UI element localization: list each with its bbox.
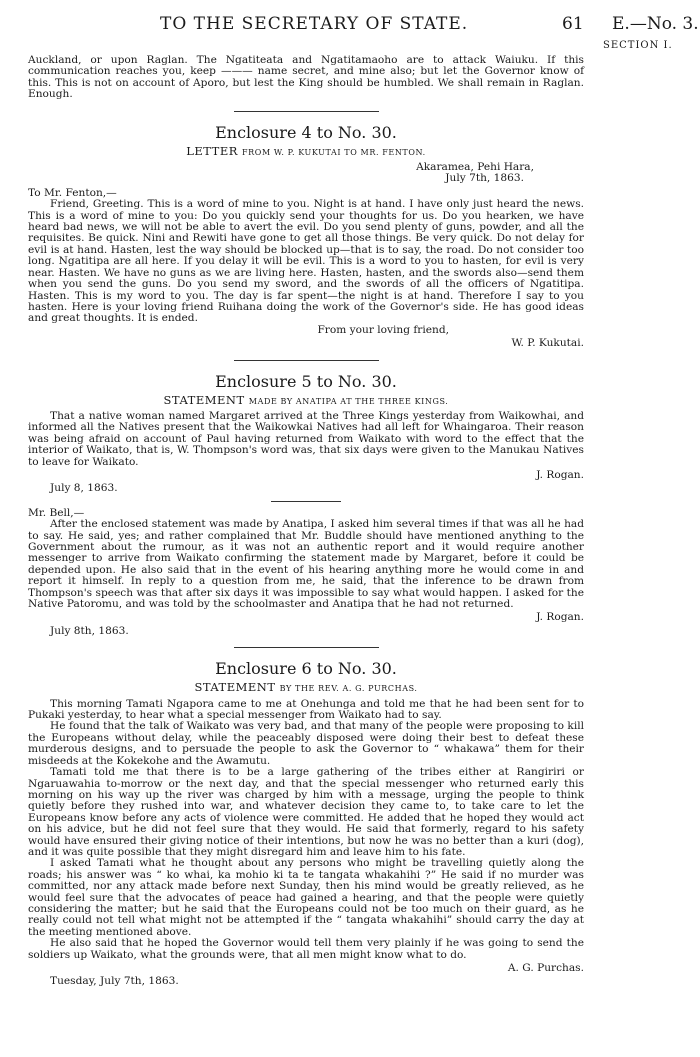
intro-paragraph: Auckland, or upon Raglan. The Ngatiteata and Ngatitamaoho are to attack Waiuku. If this communication reaches you, keep ——— name secret, and mine also; but let the Governor know of this. This is not on account of Aporo, but lest the King should be humbled. We shall remain in Raglan. Enough. [28,54,584,101]
enclosure-4-title [28,143,584,158]
enclosure-5-date: July 8, 1863. [50,482,118,495]
enclosure-4-date: July 7th, 1863. [445,172,524,185]
enclosure-4-title-main: LETTER [186,143,238,158]
enclosure-6-paragraph: He also said that he hoped the Governor would tell them very plainly if he was going to send the soldiers up Waikato, what the grounds were, that all men might know what to do. [28,937,584,961]
enclosure-6-paragraph: I asked Tamati what he thought about any persons who might be travelling quietly along the roads; his answer was “ ko whai, ka mohio ki ta te tangata whakahihi ?” He said if no murder was committed, nor any attack made before next Sunday, then his mind would be greatly relieved, as he would feel sure that the advocates of peace had gained a hearing, and that the people were quietly considering the matter; but he said that the Europeans could not be too much on their guard, as he really could not tell what might not be attempted if the “ tangata whakahihi” should carry the day at the meeting mentioned above. [28,857,584,938]
document-body [28,55,584,988]
enclosure-4-signature: W. P. Kukutai. [511,337,584,350]
enclosure-5-body-2: After the enclosed statement was made by Anatipa, I asked him several times if that was all he had to say. He said, yes; and rather complained that Mr. Buddle should have mentioned anything to the Government about the rumour, as it was not an authentic report and it would require another messenger to arrive from Waikato confirming the statement made by Margaret, before it could be depended upon. He also said that in the event of his hearing anything more he would come in and report it himself. In reply to a question from me, he said, that the inference to be drawn from Thompson's speech was that after six days it was impossible to say what would happen. I asked for the Native Patoromu, and was told by the schoolmaster and Anatipa that he had not returned. [28,518,584,611]
enclosure-5-signature: J. Rogan. [536,468,584,481]
enclosure-4-place: Akaramea, Pehi Hara, [416,161,534,174]
divider [234,111,379,112]
page-number: 61 [562,14,584,34]
enclosure-6-title-sub: BY THE REV. A. G. PURCHAS. [279,684,418,694]
running-title: TO THE SECRETARY OF STATE. [160,14,469,34]
section-label: SECTION I. [603,40,673,51]
enclosure-6-signature: A. G. Purchas. [507,962,584,974]
enclosure-5-title-sub: MADE BY ANATIPA AT THE THREE KINGS. [248,396,449,406]
enclosure-6-heading: Enclosure 6 to No. 30. [215,659,397,679]
enclosure-4-body: Friend, Greeting. This is a word of mine to you. Night is at hand. I have only just heard the news. This is a word of mine to you: Do you quickly send your thoughts for us. Do you hearken, we have heard bad news, we will not be able to avert the evil. Do you send plenty of guns, powder, and all the requisites. Be quick. Nini and Rewiti have gone to get all those things. Be very quick. Do not delay for evil is at hand. Hasten, lest the way should be blocked up—that is to say, the road. Do not consider too long. Ngatitipa are all here. If you delay it will be evil. This is a word to you to hasten, for evil is very near. Hasten. We have no guns as we are living here. Hasten, hasten, and the swords also—send them when you send the guns. Do you send my sword, and the swords of all the officers of Ngatitipa. Hasten. This is my word to you. The day is far spent—the night is at hand. Therefore I say to you hasten. Here is your loving friend Ruihana doing the work of the Governor's side. He has good ideas and great thoughts. It is ended. [28,198,584,325]
enclosure-4-heading: Enclosure 4 to No. 30. [215,122,397,142]
enclosure-5-body: That a native woman named Margaret arrived at the Three Kings yesterday from Waikowhai, and informed all the Natives present that the Waikowkai Natives had all left for Whaingaroa. Their reason was being afraid on account of Paul having returned from Waikato with word to the effect that the interior of Waikato, that is, W. Thompson's word was, that six days were given to the Manukau Natives to leave for Waikato. [28,409,584,468]
enclosure-5-title [28,392,584,407]
enclosure-5-heading: Enclosure 5 to No. 30. [215,371,397,391]
enclosure-5-date-2: July 8th, 1863. [50,624,129,637]
divider [234,360,379,361]
enclosure-4-closing: From your loving friend, [317,323,449,336]
enclosure-6-paragraph: Tamati told me that there is to be a large gathering of the tribes either at Rangiriri or Ngaruawahia to-morrow or the next day, and that the special messenger who returned early this morning on his way up the river was charged by him with a message, urging the people to think quietly before they rushed into war, and whatever decision they came to, to take care to let the Europeans know before any acts of violence were committed. He added that he hoped they would act on his advice, but he did not feel sure that they would. He said that formerly, regard to his safety would have ensured their giving notice of their intentions, but now he was no better than a kuri (dog), and it was quite possible that they might disregard him and leave him to his fate. [28,766,584,858]
enclosure-6-paragraph: He found that the talk of Waikato was very bad, and that many of the people were proposing to kill the Europeans without delay, while the peaceably disposed were doing their best to defeat these murderous designs, and to persuade the people to ask the Governor to “ whakawa” them for their misdeeds at the Kokekohe and the Awamutu. [28,720,584,767]
divider [234,647,379,648]
document-reference: E.—No. 3. [612,14,699,34]
enclosure-6-paragraph: This morning Tamati Ngapora came to me at Onehunga and told me that he had been sent for to Pukaki yesterday, to hear what a special messenger from Waikato had to say. [28,697,584,722]
enclosure-4-salutation: To Mr. Fenton,— [28,186,117,199]
enclosure-6-title-main: STATEMENT [194,680,276,695]
enclosure-6-title [28,682,584,694]
enclosure-5-signature-2: J. Rogan. [536,611,584,624]
divider-short [271,501,341,502]
enclosure-5-title-main: STATEMENT [163,392,245,407]
enclosure-5-salutation: Mr. Bell,— [28,506,85,519]
enclosure-4-title-sub: FROM W. P. KUKUTAI TO MR. FENTON. [242,147,426,157]
enclosure-6-date: Tuesday, July 7th, 1863. [50,975,179,988]
